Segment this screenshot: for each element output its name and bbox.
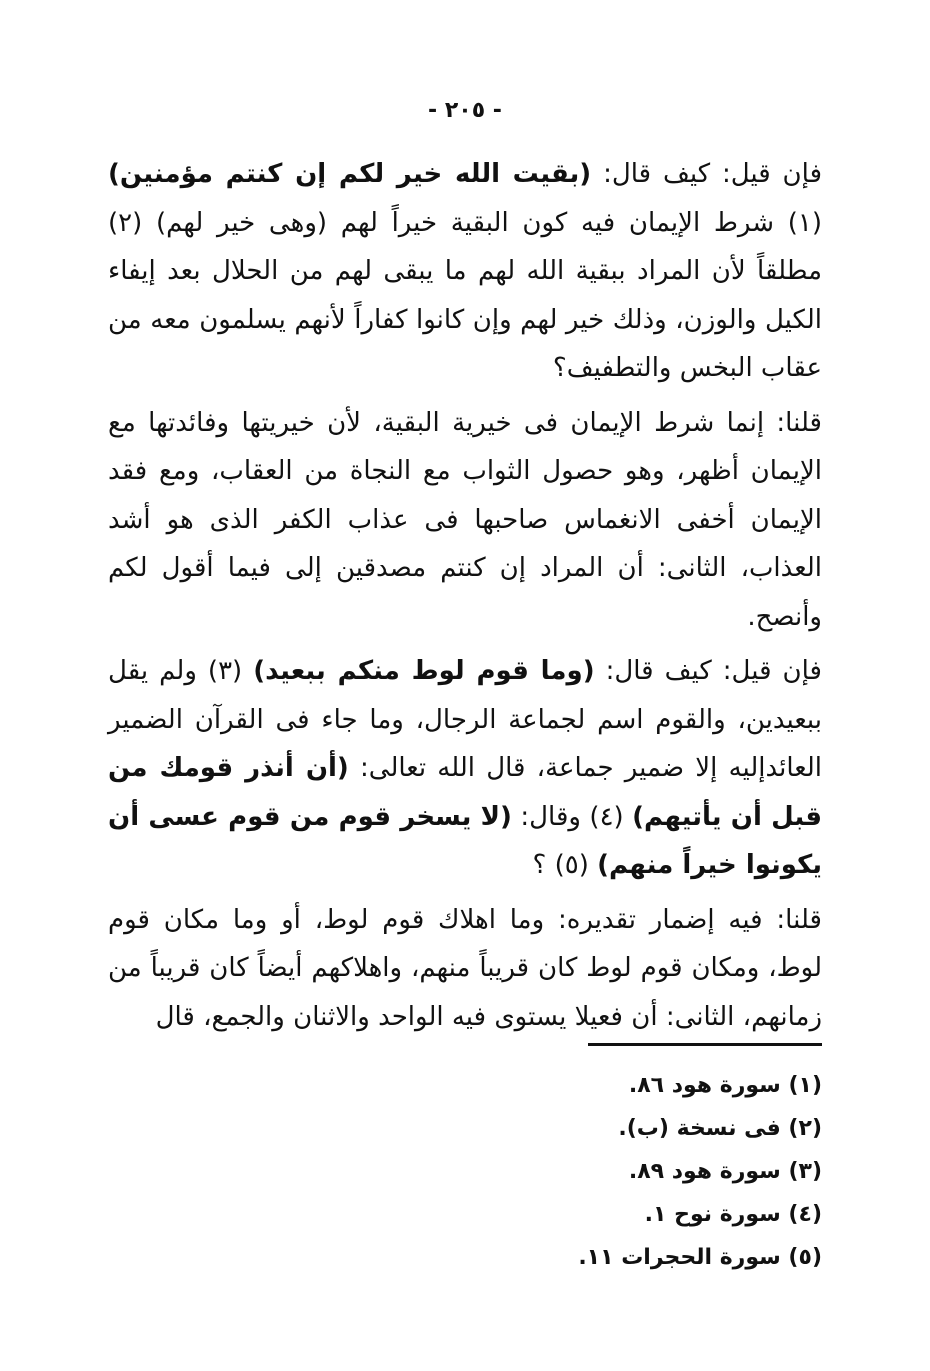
text-segment: (٤) وقال: bbox=[511, 801, 633, 832]
text-segment: قلنا: إنما شرط الإيمان فى خيرية البقية، لأن خيريتها وفائدتها مع الإيمان أظهر، وهو حصول الثواب مع النجاة من العقاب، ومع فقد الإيمان أخفى الانغماس صاحبها فى عذاب الكفر الذى هو أشد العذاب، الثانى: أن المراد إن كنتم مصدقين إلى فيما أقول لكم وأنصح. bbox=[108, 407, 822, 632]
quran-quote: (أن أنذر قومك من قبل أن يأتيهم) bbox=[108, 753, 822, 832]
main-text bbox=[108, 150, 822, 1041]
footnote: (٤) سورة نوح ١. bbox=[644, 1202, 822, 1227]
footnotes bbox=[450, 1064, 822, 1279]
text-segment: فإن قيل: كيف قال: bbox=[594, 656, 822, 686]
quran-quote: (بقيت الله خير لكم إن كنتم مؤمنين) bbox=[108, 159, 592, 189]
quran-quote: (وما قوم لوط منكم ببعيد) bbox=[253, 656, 595, 686]
paragraph bbox=[108, 647, 822, 890]
text-segment: فإن قيل: كيف قال: bbox=[591, 159, 823, 189]
footnote: (٢) فى نسخة (ب). bbox=[618, 1116, 822, 1141]
text-segment: (٥) ؟ bbox=[532, 850, 598, 880]
paragraph bbox=[108, 150, 822, 393]
footnote: (١) سورة هود ٨٦. bbox=[628, 1073, 822, 1098]
text-segment: قلنا: فيه إضمار تقديره: وما اهلاك قوم لوط، أو وما مكان قوم لوط، ومكان قوم لوط كان قريباً منهم، واهلاكهم أيضاً كان قريباً من زمانهم، الثانى: أن فعيلا يستوى فيه الواحد والاثنان والجمع، قال bbox=[108, 904, 822, 1032]
footnote: (٥) سورة الحجرات ١١. bbox=[578, 1245, 822, 1270]
page-number: - ٢٠٥ - bbox=[428, 98, 502, 123]
text-segment: (٣) ولم يقل ببعيدين، والقوم اسم لجماعة الرجال، وما جاء فى القرآن الضمير العائدإليه إلا ضمير جماعة، قال الله تعالى: bbox=[108, 656, 822, 783]
paragraph bbox=[108, 896, 822, 1042]
footnote-separator bbox=[588, 1043, 822, 1046]
footnote: (٣) سورة هود ٨٩. bbox=[628, 1159, 822, 1184]
quran-quote: (لا يسخر قوم من قوم عسى أن يكونوا خيراً منهم) bbox=[108, 801, 822, 880]
text-segment: (١) شرط الإيمان فيه كون البقية خيراً لهم (وهى خير لهم) (٢) مطلقاً لأن المراد ببقية الله لهم ما يبقى لهم من الحلال بعد إيفاء الكيل والوزن، وذلك خير لهم وإن كانوا كفاراً لأنهم يسلمون معه من عقاب البخس والتطفيف؟ bbox=[108, 207, 822, 383]
paragraph bbox=[108, 399, 822, 642]
